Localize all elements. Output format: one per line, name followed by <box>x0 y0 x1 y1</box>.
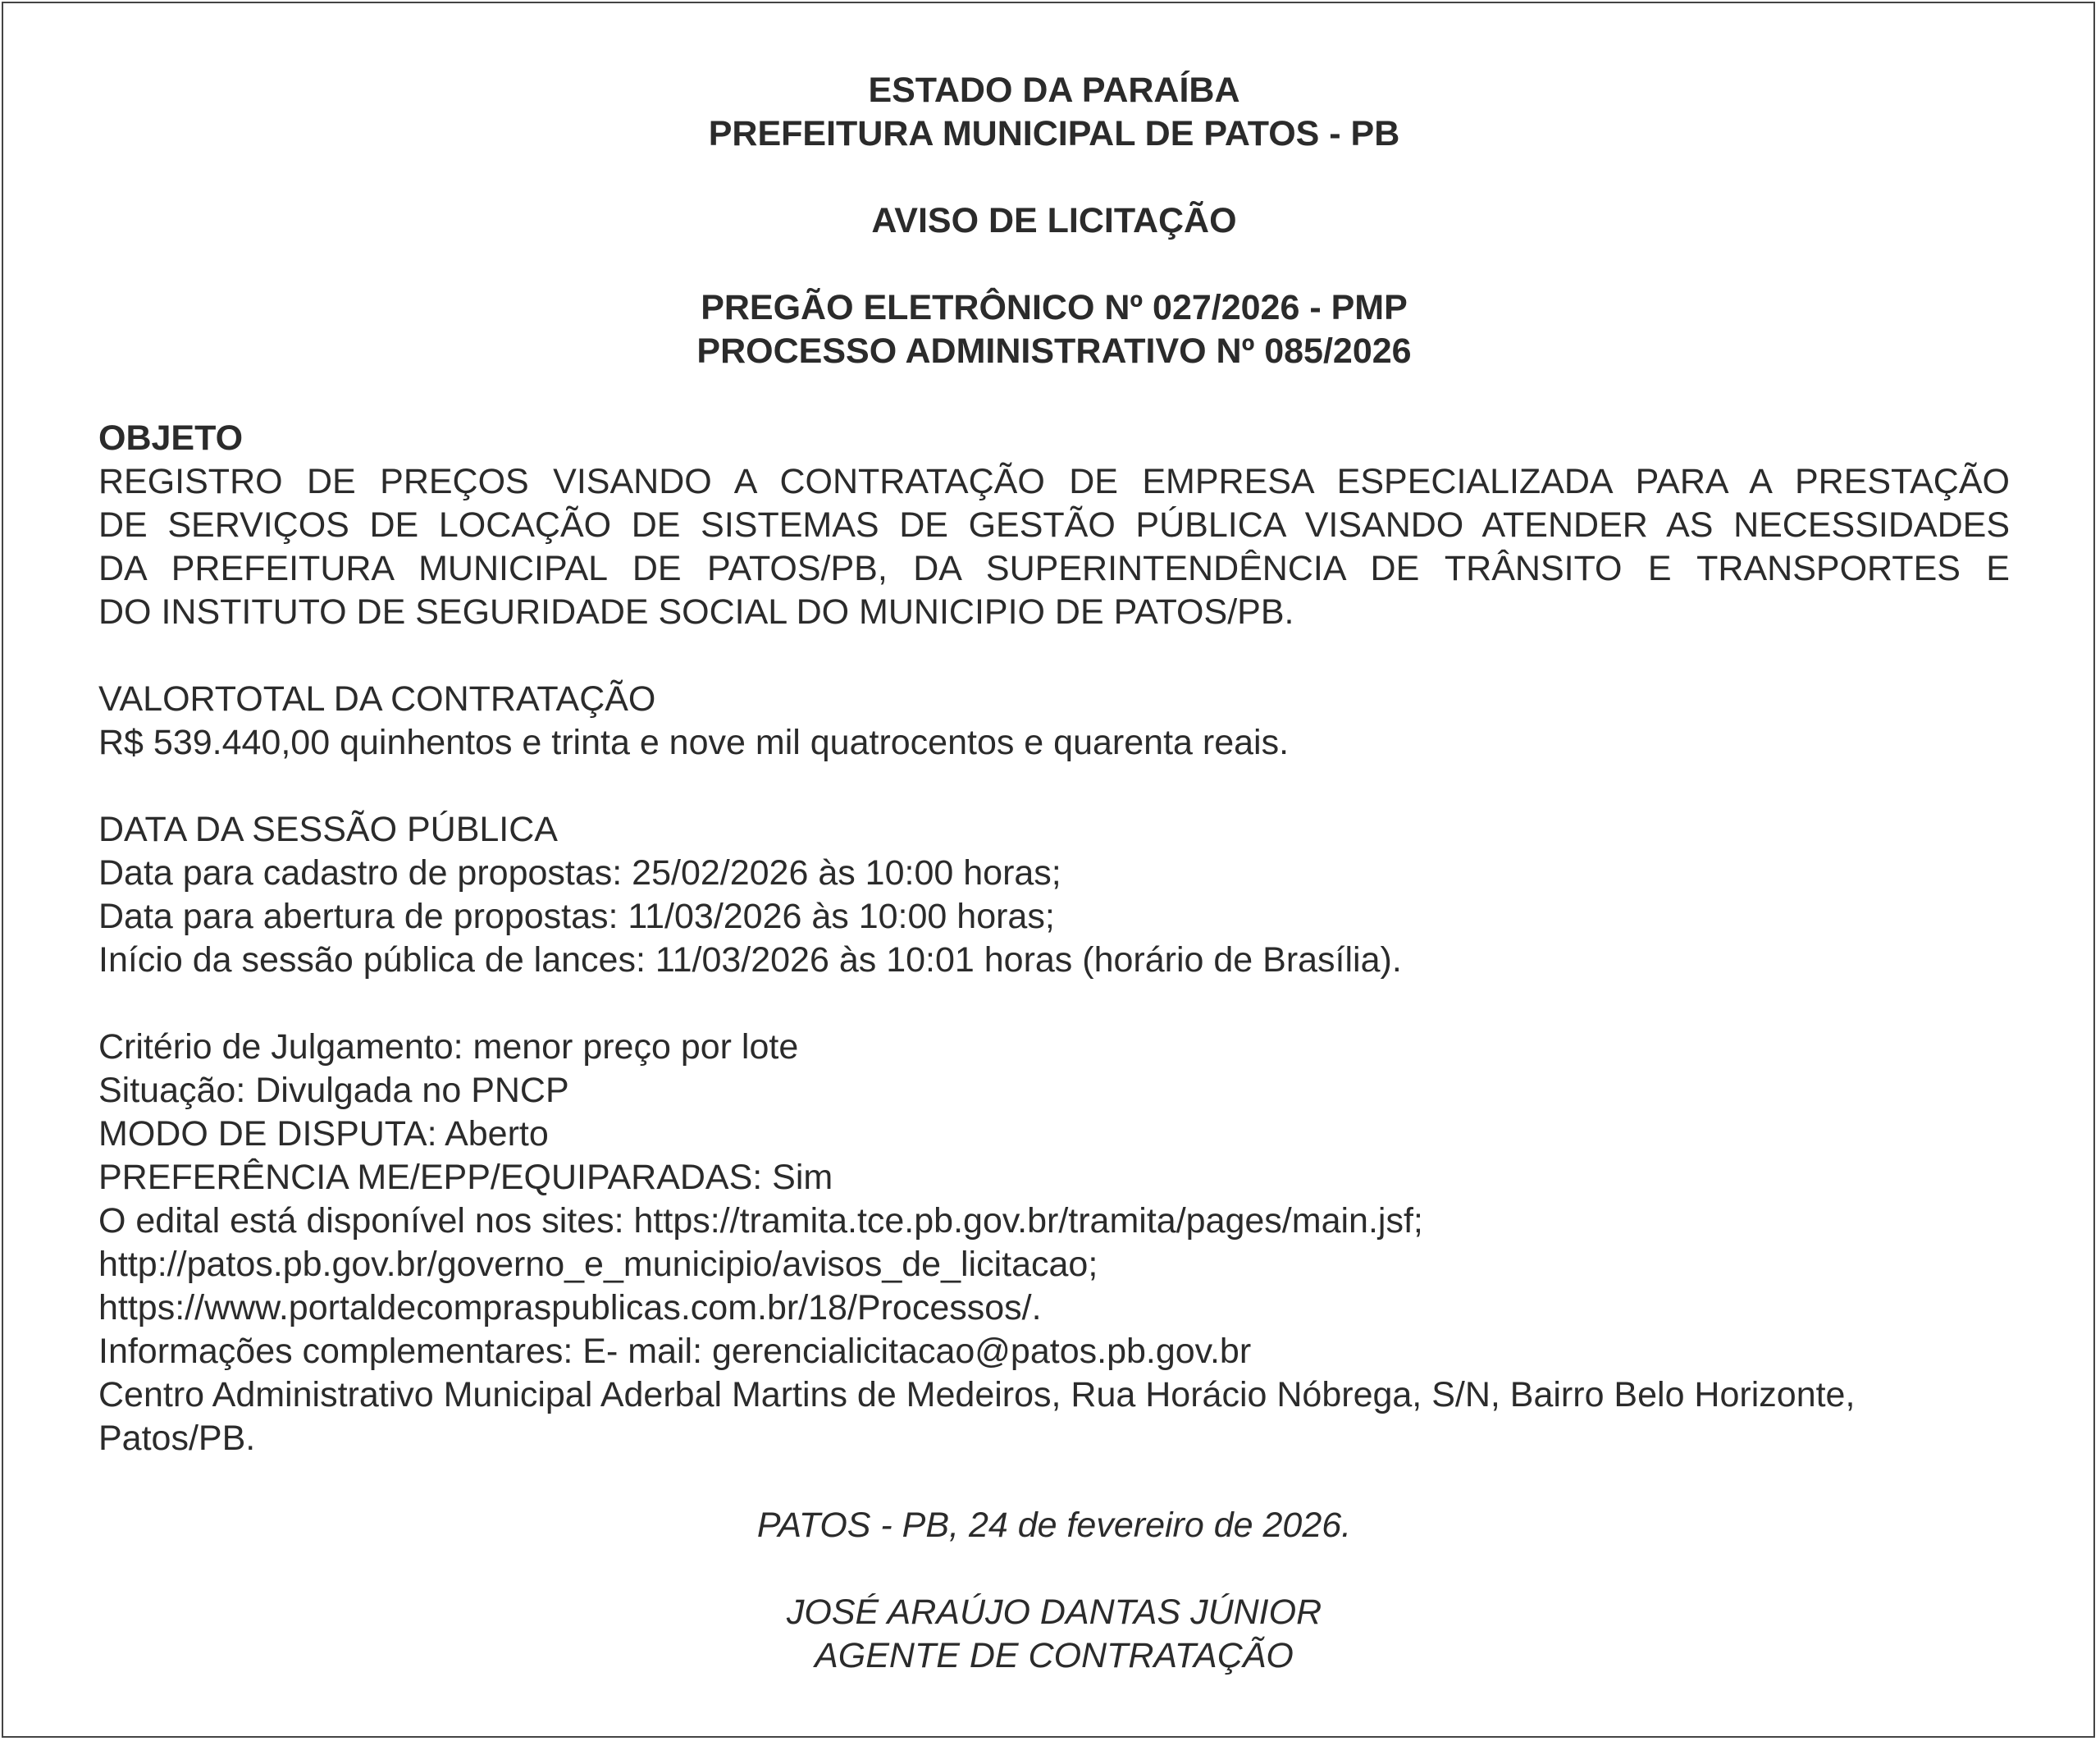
modo-text: MODO DE DISPUTA: Aberto <box>98 1114 549 1154</box>
pregao-number: PREGÃO ELETRÔNICO Nº 027/2026 - PMP <box>701 288 1408 327</box>
signer-name: JOSÉ ARAÚJO DANTAS JÚNIOR <box>786 1592 1322 1632</box>
state-heading: ESTADO DA PARAÍBA <box>868 71 1240 110</box>
spacer <box>98 156 2010 199</box>
abertura-date: Data para abertura de propostas: 11/03/2026 às 10:00 horas; <box>98 897 1055 936</box>
header-block <box>98 69 2010 373</box>
notice-frame <box>2 2 2095 1738</box>
objeto-line: DA PREFEITURA MUNICIPAL DE PATOS/PB, DA SUPERINTENDÊNCIA DE TRÂNSITO E TRANSPORTES E <box>98 549 2010 588</box>
site-portal-link[interactable]: https://www.portaldecompraspublicas.com.br/18/Processos/. <box>98 1288 1042 1327</box>
spacer <box>98 1547 2010 1591</box>
preferencia-text: PREFERÊNCIA ME/EPP/EQUIPARADAS: Sim <box>98 1158 833 1197</box>
spacer <box>98 982 2010 1026</box>
sessao-label: DATA DA SESSÃO PÚBLICA <box>98 810 558 849</box>
valor-text: R$ 539.440,00 quinhentos e trinta e nove mil quatrocentos e quarenta reais. <box>98 723 1290 762</box>
inicio-date: Início da sessão pública de lances: 11/03/2026 às 10:01 horas (horário de Brasília). <box>98 940 1402 980</box>
municipality-heading: PREFEITURA MUNICIPAL DE PATOS - PB <box>708 114 1400 153</box>
notice-title: AVISO DE LICITAÇÃO <box>871 201 1237 240</box>
spacer <box>98 373 2010 417</box>
objeto-label: OBJETO <box>98 418 244 458</box>
objeto-line: DO INSTITUTO DE SEGURIDADE SOCIAL DO MUNICIPIO DE PATOS/PB. <box>98 592 1294 632</box>
valor-label: VALORTOTAL DA CONTRATAÇÃO <box>98 679 656 719</box>
endereco-line: Patos/PB. <box>98 1419 256 1458</box>
spacer <box>98 765 2010 808</box>
spacer <box>98 243 2010 286</box>
objeto-section <box>98 417 2010 634</box>
valor-section <box>98 678 2010 765</box>
objeto-line: REGISTRO DE PREÇOS VISANDO A CONTRATAÇÃO DE EMPRESA ESPECIALIZADA PARA A PRESTAÇÃO <box>98 462 2010 501</box>
situacao-text: Situação: Divulgada no PNCP <box>98 1071 569 1110</box>
spacer <box>98 634 2010 678</box>
edital-text: O edital está disponível nos sites: https://tramita.tce.pb.gov.br/tramita/pages/main.jsf; <box>98 1201 1423 1241</box>
informacoes-text: Informações complementares: E- mail: gerencialicitacao@patos.pb.gov.br <box>98 1332 1252 1371</box>
sessao-section <box>98 808 2010 982</box>
site-patos-link[interactable]: http://patos.pb.gov.br/governo_e_municipio/avisos_de_licitacao; <box>98 1245 1098 1284</box>
objeto-line: DE SERVIÇOS DE LOCAÇÃO DE SISTEMAS DE GESTÃO PÚBLICA VISANDO ATENDER AS NECESSIDADES <box>98 505 2010 545</box>
signer-role: AGENTE DE CONTRATAÇÃO <box>815 1636 1294 1675</box>
endereco-line: Centro Administrativo Municipal Aderbal Martins de Medeiros, Rua Horácio Nóbrega, S/N, Bairro Belo Horizonte, <box>98 1375 1856 1414</box>
processo-number: PROCESSO ADMINISTRATIVO Nº 085/2026 <box>696 331 1412 371</box>
place-date: PATOS - PB, 24 de fevereiro de 2026. <box>756 1506 1352 1545</box>
cadastro-date: Data para cadastro de propostas: 25/02/2026 às 10:00 horas; <box>98 853 1061 893</box>
bidding-notice <box>98 69 2010 1678</box>
spacer <box>98 1460 2010 1504</box>
details-section <box>98 1026 2010 1460</box>
criterio-text: Critério de Julgamento: menor preço por lote <box>98 1027 799 1067</box>
footer-block <box>98 1504 2010 1678</box>
